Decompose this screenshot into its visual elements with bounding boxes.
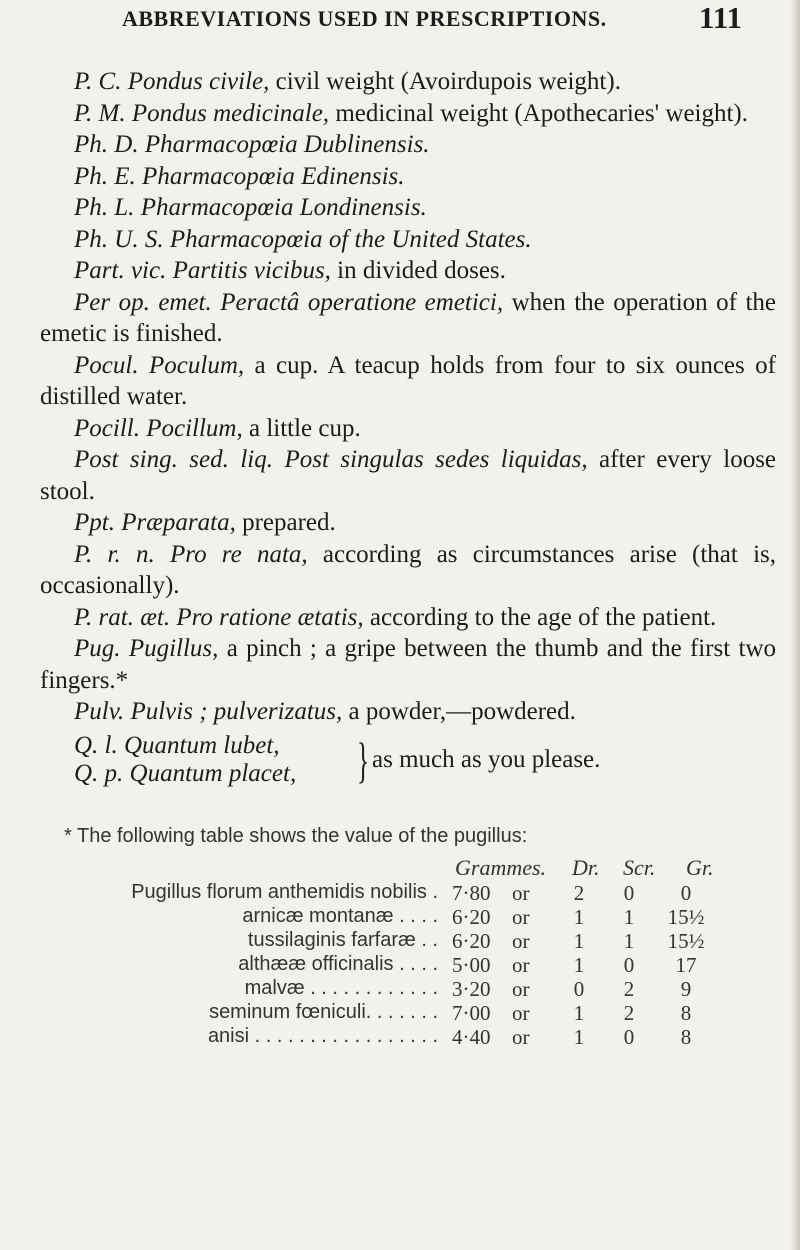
dr-value: 1 <box>573 1001 585 1025</box>
entry-latin: Pharmacopœia Londinensis. <box>140 194 427 221</box>
entry <box>40 66 776 98</box>
entry <box>40 255 776 287</box>
entry-latin: Pharmacopœia Edinensis. <box>142 162 405 190</box>
entry-latin: Partitis vicibus, <box>172 257 331 284</box>
dr-value: 1 <box>573 1025 585 1049</box>
entry-abbreviation: Pulv. <box>74 698 125 725</box>
grammes-value: 3·20 <box>452 977 491 1001</box>
entry-latin: Pharmacopœia Dublinensis. <box>144 131 430 158</box>
entry-definition: prepared. <box>235 509 336 536</box>
entry-abbreviation: P. C. <box>74 68 122 95</box>
entry-latin: Pugillus, <box>128 635 219 662</box>
scr-value: 1 <box>623 929 635 953</box>
or-label: or <box>512 929 530 953</box>
entry <box>40 287 776 350</box>
entry-latin: Præparata, <box>121 509 236 536</box>
entry-latin: Pro ratione ætatis, <box>176 603 364 631</box>
header-dr: Dr. <box>572 855 600 880</box>
gr-value: 0 <box>680 881 692 905</box>
or-label: or <box>512 1001 530 1025</box>
gr-value: 15½ <box>667 905 705 929</box>
entry-definition: a cup. A teacup holds from four to six ounces of distilled water. <box>40 351 776 410</box>
entry-definition: after every loose stool. <box>40 446 777 505</box>
entry <box>40 444 776 507</box>
dr-value: 2 <box>573 881 585 905</box>
entry-latin: Post singulas sedes liquidas, <box>284 446 588 473</box>
or-label: or <box>512 1025 530 1049</box>
grammes-value: 5·00 <box>452 953 491 977</box>
entry-abbreviation: Pug. <box>74 635 121 662</box>
entry-definition: a little cup. <box>242 414 361 442</box>
entry <box>40 602 776 634</box>
header-gr: Gr. <box>686 855 714 880</box>
table-row <box>0 977 800 1003</box>
entry <box>40 413 776 445</box>
entry <box>40 633 776 696</box>
entry-definition: in divided doses. <box>330 257 506 284</box>
entry-abbreviation: Part. vic. <box>74 257 167 284</box>
table-row <box>0 953 800 979</box>
grammes-value: 6·20 <box>452 905 491 929</box>
gr-value: 9 <box>680 977 692 1001</box>
entry-definition: according as circumstances arise (that is, occasionally). <box>40 540 777 599</box>
entry-abbreviation: Ph. L. <box>74 194 135 221</box>
plant-name: althææ officinalis . . . . <box>238 953 438 975</box>
scr-value: 0 <box>623 1025 635 1049</box>
gr-value: 17 <box>675 953 697 977</box>
plant-name: seminum fœniculi. . . . . . . <box>209 1001 438 1023</box>
entry-abbreviation: Ph. U. S. <box>74 225 164 253</box>
entry-abbreviation: P. M. <box>74 99 126 127</box>
entry <box>40 350 776 413</box>
entry <box>40 129 776 161</box>
scr-value: 1 <box>623 905 635 929</box>
table-row <box>0 1025 800 1051</box>
entry-latin: Pocillum, <box>146 414 243 442</box>
entry-latin: Poculum, <box>149 351 245 379</box>
entry-latin: Pro re nata, <box>170 540 308 568</box>
dr-value: 1 <box>573 905 585 929</box>
dr-value: 0 <box>573 977 585 1001</box>
quantum-placet: Q. p. Quantum placet, <box>74 759 297 787</box>
plant-name: Pugillus florum anthemidis nobilis . <box>131 881 438 903</box>
entry-abbreviation: Ph. E. <box>74 162 136 190</box>
quantum-definition: as much as you please. <box>372 745 601 773</box>
entry-abbreviation: Post sing. sed. liq. <box>74 446 273 473</box>
grammes-value: 4·40 <box>452 1025 491 1049</box>
scr-value: 2 <box>623 1001 635 1025</box>
plant-name: arnicæ montanæ . . . . <box>242 905 438 927</box>
page-edge <box>790 0 800 1250</box>
dr-value: 1 <box>573 953 585 977</box>
scr-value: 0 <box>623 953 635 977</box>
header-scr: Scr. <box>623 855 656 880</box>
dr-value: 1 <box>573 929 585 953</box>
table-row <box>0 881 800 907</box>
entry-abbreviation: Pocill. <box>74 414 140 442</box>
plant-name: anisi . . . . . . . . . . . . . . . . . <box>207 1025 438 1047</box>
entry <box>40 696 776 728</box>
quantum-lubet: Q. l. Quantum lubet, <box>74 731 280 759</box>
entry-latin: Pondus civile, <box>127 68 270 95</box>
quantum-entry <box>40 730 776 796</box>
entry-abbreviation: P. r. n. <box>74 540 155 568</box>
running-header <box>122 0 742 35</box>
entry-abbreviation: Ph. D. <box>74 131 139 158</box>
page-number: 111 <box>698 0 742 35</box>
entry <box>40 224 776 256</box>
plant-name: tussilaginis farfaræ . . <box>247 929 438 951</box>
entry-abbreviation: Per op. emet. <box>74 288 212 316</box>
grammes-value: 7·80 <box>452 881 491 905</box>
entry-definition: a powder,—powdered. <box>342 698 576 725</box>
brace-glyph: } <box>357 731 369 788</box>
entry-definition: a pinch ; a gripe between the thumb and the first two fingers.* <box>40 635 777 694</box>
gr-value: 8 <box>680 1025 692 1049</box>
table-row <box>0 905 800 931</box>
or-label: or <box>512 977 530 1001</box>
or-label: or <box>512 905 530 929</box>
or-label: or <box>512 953 530 977</box>
entry-latin: Pondus medicinale, <box>131 99 330 127</box>
grammes-value: 7·00 <box>452 1001 491 1025</box>
entry-latin: Pharmacopœia of the United States. <box>169 225 532 253</box>
entry-abbreviation: Ppt. <box>74 509 115 536</box>
entry <box>40 98 776 130</box>
entry-definition: according to the age of the patient. <box>363 603 717 631</box>
entry-latin: Peractâ operatione emetici, <box>220 288 504 316</box>
entry-definition: civil weight (Avoirdupois weight). <box>269 68 621 95</box>
entry <box>40 161 776 193</box>
header-grammes: Grammes. <box>455 855 547 880</box>
table-row <box>0 1001 800 1027</box>
table-row <box>0 929 800 955</box>
entry-definition: medicinal weight (Apothecaries' weight). <box>329 99 749 127</box>
gr-value: 15½ <box>667 929 705 953</box>
entry-definition: when the operation of the emetic is finished. <box>40 288 776 347</box>
entry-latin: Pulvis ; pulverizatus, <box>130 698 343 725</box>
scr-value: 2 <box>623 977 635 1001</box>
entry-abbreviation: P. rat. æt. <box>74 603 171 631</box>
scr-value: 0 <box>623 881 635 905</box>
abbreviation-list <box>40 66 776 796</box>
gr-value: 8 <box>680 1001 692 1025</box>
entry <box>40 192 776 224</box>
plant-name: malvæ . . . . . . . . . . . . <box>244 977 438 999</box>
entry <box>40 539 776 602</box>
grammes-value: 6·20 <box>452 929 491 953</box>
footnote-intro: * The following table shows the value of the pugillus: <box>64 825 528 847</box>
or-label: or <box>512 881 530 905</box>
entry-abbreviation: Pocul. <box>74 351 139 379</box>
entry <box>40 507 776 539</box>
header-title: ABBREVIATIONS USED IN PRESCRIPTIONS. <box>122 6 607 31</box>
